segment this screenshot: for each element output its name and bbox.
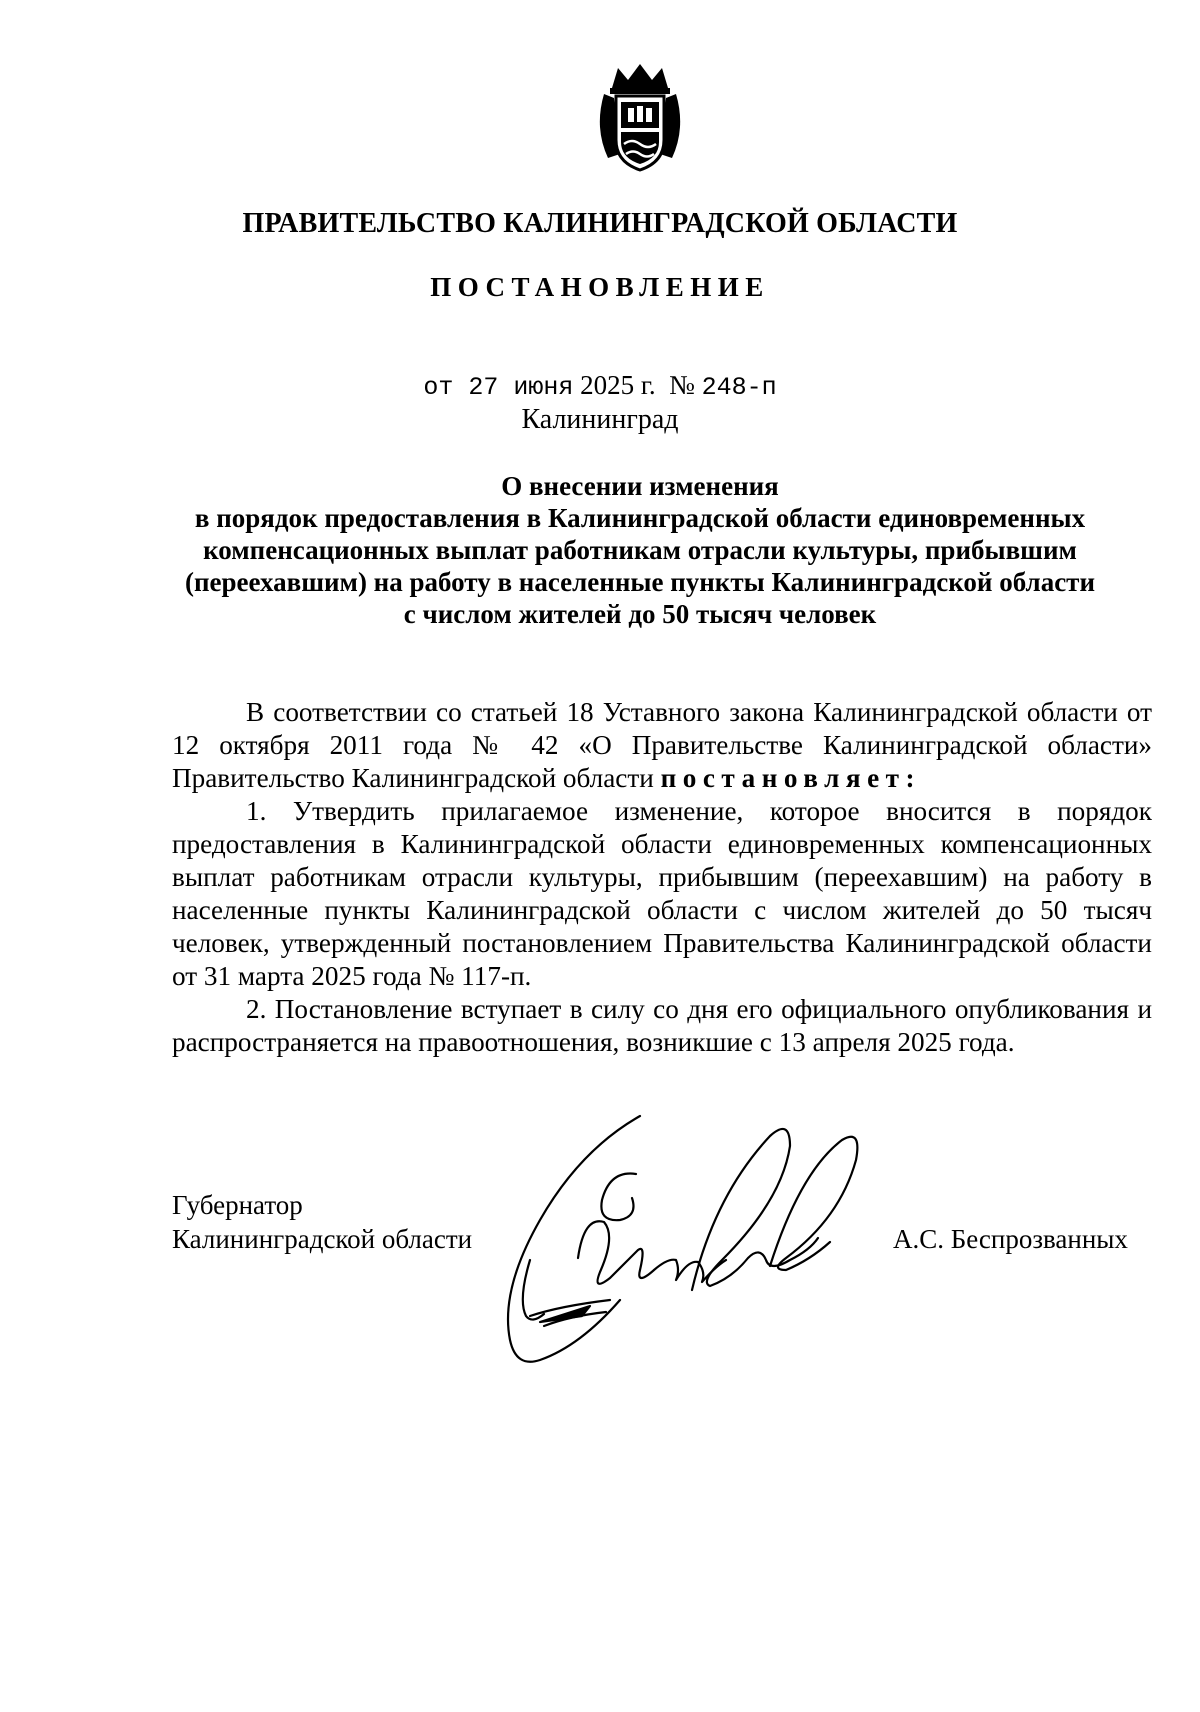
item-1-paragraph: 1. Утвердить прилагаемое изменение, которое вносится в порядок предоставления в Калининградской области единовременных компенсационных выплат работникам отрасли культуры, прибывшим (переехавшим) на работу в населенные пункты Калининградской области с числом жителей до 50 тысяч человек, утвержденный постановлением Правительства Калининградской области от 31 марта 2025 года № 117-п. xyxy=(172,796,1152,991)
document-body xyxy=(172,696,1152,1059)
title-line: О внесении изменения xyxy=(501,471,779,501)
city: Калининград xyxy=(521,404,679,435)
signatory-name: А.С. Беспрозванных xyxy=(893,1224,1128,1254)
intro-paragraph xyxy=(172,696,1152,795)
title-line: (переехавшим) на работу в населенные пункты Калининградской области xyxy=(185,567,1095,597)
document-type: ПОСТАНОВЛЕНИЕ xyxy=(430,272,770,302)
handwritten-signature-icon xyxy=(470,1110,910,1380)
date-prefix: от xyxy=(423,373,469,402)
date-day-month: 27 июня xyxy=(468,373,574,402)
title-line: компенсационных выплат работникам отрасли культуры, прибывшим xyxy=(203,535,1077,565)
intro-text: В соответствии со статьей 18 Уставного закона Калининградской области от 12 октября 2011 года № 42 «О Правительстве Калининградской области» Правительство Калининградской области xyxy=(172,697,1152,793)
government-name: ПРАВИТЕЛЬСТВО КАЛИНИНГРАДСКОЙ ОБЛАСТИ xyxy=(242,208,958,239)
resolves-word: постановляет: xyxy=(660,763,922,793)
coat-of-arms-icon xyxy=(590,58,690,174)
item-2-paragraph: 2. Постановление вступает в силу со дня его официального опубликования и распространяется на правоотношения, возникшие с 13 апреля 2025 года. xyxy=(172,994,1152,1057)
title-line: с числом жителей до 50 тысяч человек xyxy=(403,599,877,629)
document-title xyxy=(160,470,1120,630)
position-line-1: Губернатор xyxy=(172,1190,303,1220)
date-year: 2025 г. xyxy=(573,370,656,400)
signatory-position xyxy=(172,1188,472,1256)
number-label: № xyxy=(669,370,702,400)
document-number: 248-п xyxy=(701,373,777,402)
title-line: в порядок предоставления в Калининградской области единовременных xyxy=(194,503,1086,533)
position-line-2: Калининградской области xyxy=(172,1224,473,1254)
document-date-number xyxy=(0,370,1200,402)
